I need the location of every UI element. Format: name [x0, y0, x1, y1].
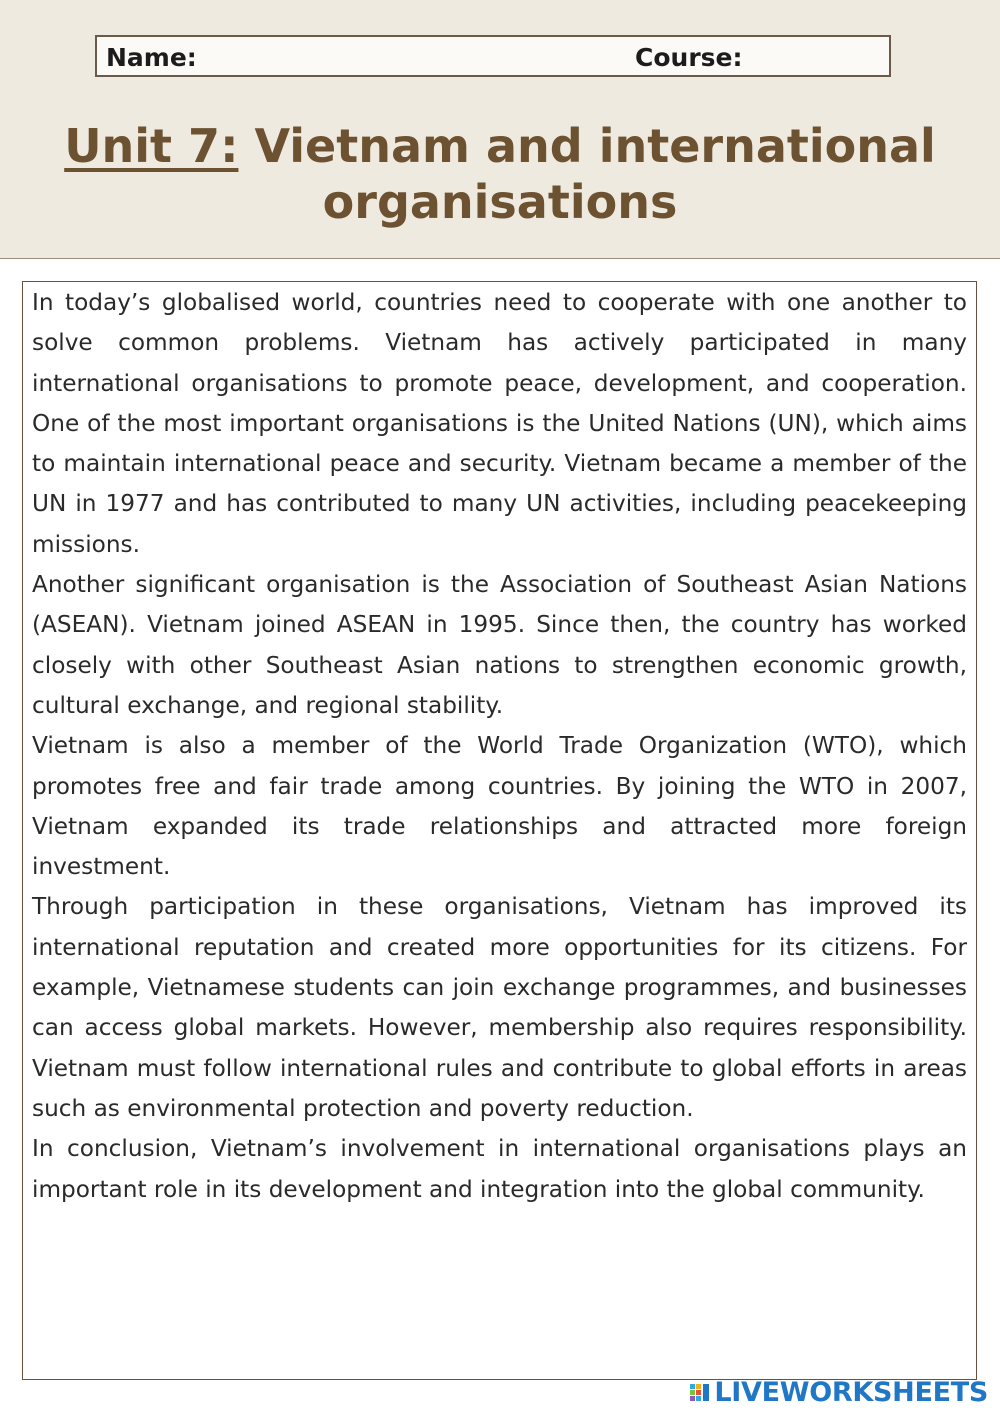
title-text: Vietnam and international organisations: [238, 119, 936, 229]
name-course-box: [95, 35, 891, 77]
reading-passage: [22, 281, 977, 1380]
title-unit: Unit 7:: [64, 119, 239, 173]
passage-paragraph: Another significant organisation is the Association of Southeast Asian Nations (ASEAN). Vietnam joined ASEAN in 1995. Since then, the country has worked closely with other Southeast Asian nations to strengthen economic growth, cultural exchange, and regional stability.: [32, 571, 967, 719]
liveworksheets-logo[interactable]: [690, 1377, 988, 1408]
passage-paragraph: Vietnam is also a member of the World Trade Organization (WTO), which promotes free and fair trade among countries. By joining the WTO in 2007, Vietnam expanded its trade relationships and attracted more foreign investment.: [32, 732, 967, 881]
passage-paragraph: In conclusion, Vietnam’s involvement in international organisations plays an important role in its development and integration into the global community.: [32, 1135, 967, 1203]
passage-paragraph: In today’s globalised world, countries need to cooperate with one another to solve common problems. Vietnam has actively participated in many international organisations to promote peace, development, and cooperation. One of the most important organisations is the United Nations (UN), which aims to maintain international peace and security. Vietnam became a member of the UN in 1977 and has contributed to many UN activities, including peacekeeping missions.: [32, 289, 967, 558]
name-label: Name:: [106, 43, 197, 72]
page-title: [10, 118, 990, 230]
course-label: Course:: [635, 43, 743, 72]
liveworksheets-logo-icon: [690, 1382, 710, 1404]
header-band: [0, 0, 1000, 259]
passage-paragraph: Through participation in these organisations, Vietnam has improved its international reputation and created more opportunities for its citizens. For example, Vietnamese students can join exchange programmes, and businesses can access global markets. However, membership also requires responsibility. Vietnam must follow international rules and contribute to global efforts in areas such as environmental protection and poverty reduction.: [32, 893, 967, 1122]
brand-text: LIVEWORKSHEETS: [714, 1377, 988, 1408]
